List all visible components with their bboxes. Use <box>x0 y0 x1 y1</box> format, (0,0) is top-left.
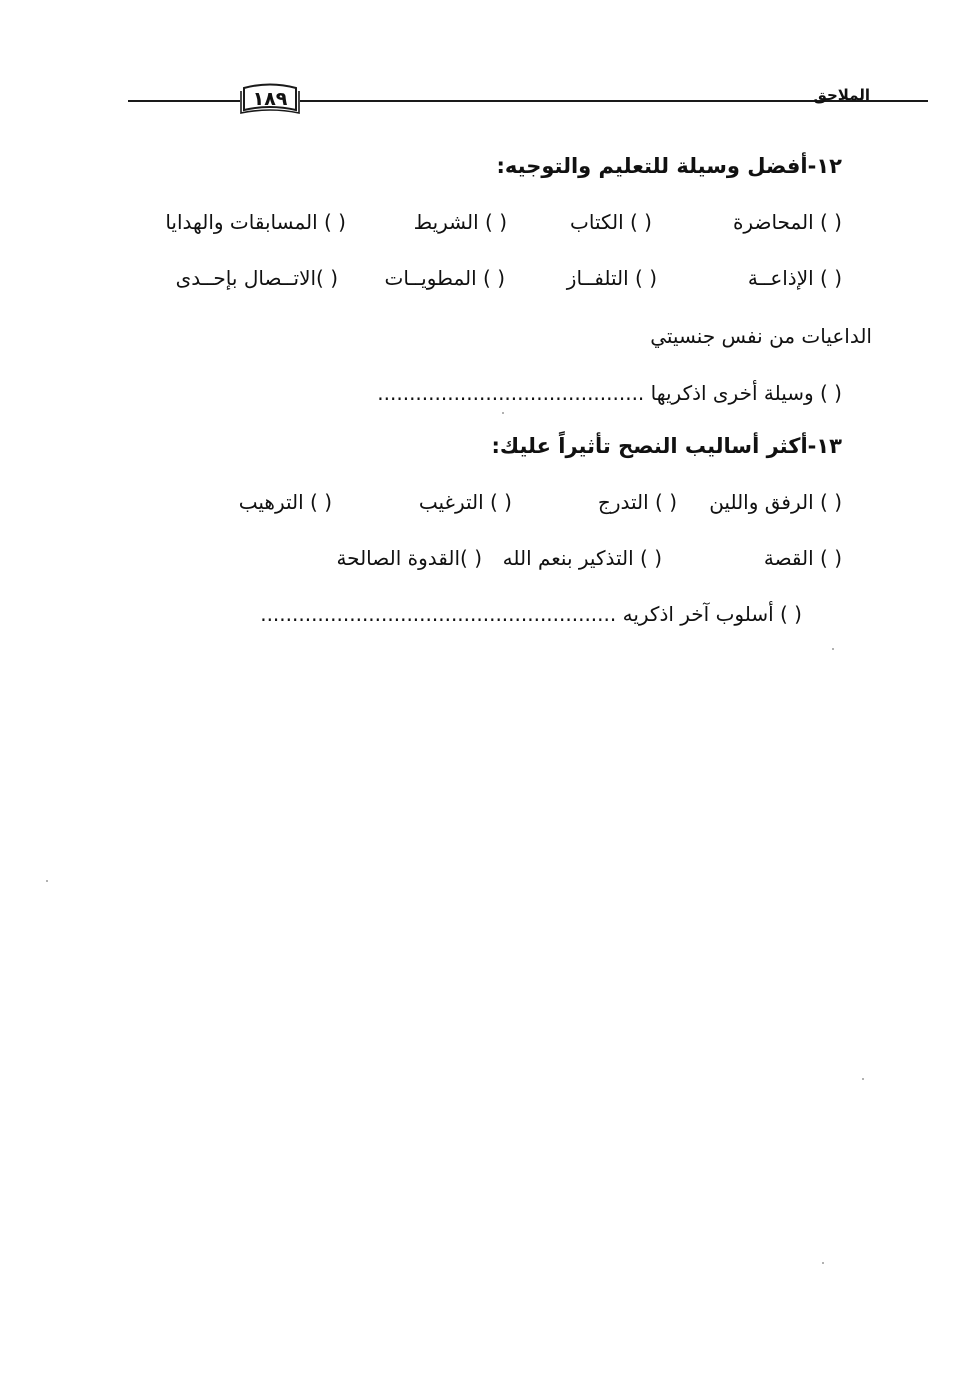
question-12-title: ١٢-أفضل وسيلة للتعليم والتوجيه: <box>496 154 842 178</box>
option-reminding-blessings[interactable]: ( ) التذكير بنعم الله <box>502 546 662 570</box>
option-contact-preachers[interactable]: ( )الاتــصال بإحــدى <box>175 266 338 290</box>
page-number-badge <box>240 82 300 116</box>
option-radio[interactable]: ( ) الإذاعــة <box>747 266 842 290</box>
option-story[interactable]: ( ) القصة <box>763 546 842 570</box>
scan-speck <box>502 412 504 414</box>
question-13-title: ١٣-أكثر أساليب النصح تأثيراً عليك: <box>491 434 842 458</box>
question-12-continuation: الداعيات من نفس جنسيتي <box>650 324 872 348</box>
option-tape[interactable]: ( ) الشريط <box>413 210 507 234</box>
question-13-other-option[interactable]: ( ) أسلوب آخر اذكريه ........................................................ <box>260 602 802 626</box>
question-12-other-option[interactable]: ( ) وسيلة أخرى اذكريها .......................................... <box>377 381 842 405</box>
option-good-example[interactable]: ( )القدوة الصالحة <box>336 546 482 570</box>
option-gentleness[interactable]: ( ) الرفق واللين <box>709 490 842 514</box>
option-encouragement[interactable]: ( ) الترغيب <box>418 490 512 514</box>
scan-speck <box>862 1078 864 1080</box>
option-lecture[interactable]: ( ) المحاضرة <box>732 210 842 234</box>
section-title: الملاحق <box>813 86 870 104</box>
option-warning[interactable]: ( ) الترهيب <box>238 490 332 514</box>
option-television[interactable]: ( ) التلفــاز <box>566 266 657 290</box>
scan-speck <box>832 648 834 650</box>
option-competitions-gifts[interactable]: ( ) المسابقات والهدايا <box>165 210 346 234</box>
question-13-options-row-2 <box>0 546 960 578</box>
scan-speck <box>822 1262 824 1264</box>
scan-speck <box>46 880 48 882</box>
question-12-options-row-2 <box>0 266 960 298</box>
option-leaflets[interactable]: ( ) المطويــات <box>384 266 505 290</box>
page-header <box>128 80 870 120</box>
option-book[interactable]: ( ) الكتاب <box>570 210 652 234</box>
header-rule-left <box>128 100 240 102</box>
question-13-options-row-1 <box>0 490 960 522</box>
page-number: ١٨٩ <box>252 88 288 110</box>
question-12-options-row-1 <box>0 210 960 242</box>
option-gradualism[interactable]: ( ) التدرج <box>597 490 677 514</box>
